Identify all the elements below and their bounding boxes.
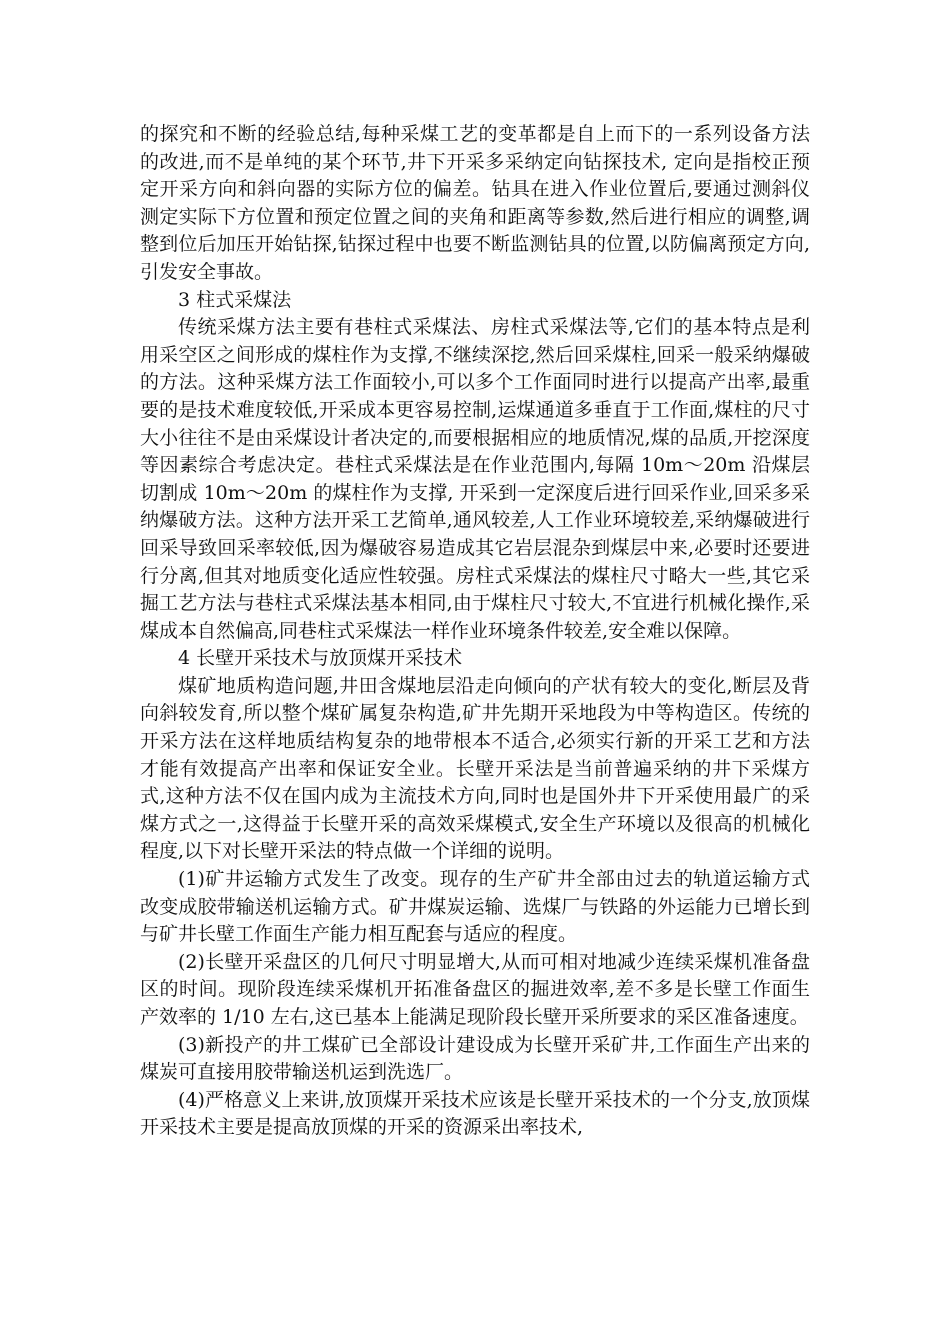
body-paragraph: 的探究和不断的经验总结,每种采煤工艺的变革都是自上而下的一系列设备方法的改进,而不是单纯的某个环节,井下开采多采纳定向钻探技术, 定向是指校正预定开采方向和斜向器的实际方位的偏差。钻具在进入作业位置后,要通过测斜仪测定实际下方位置和预定位置之间的夹角和距离等参数,然后进行相应的调整,调整到位后加压开始钻探,钻探过程中也要不断监测钻具的位置,以防偏离预定方向,引发安全事故。 (140, 123, 810, 283)
list-paragraph: (3)新投产的井工煤矿已全部设计建设成为长壁开采矿井,工作面生产出来的煤炭可直接用胶带输送机运到洗选厂。 (140, 1033, 810, 1084)
section-heading: 3 柱式采煤法 (178, 288, 292, 311)
section-heading: 4 长壁开采技术与放顶煤开采技术 (178, 647, 463, 670)
list-paragraph: (2)长壁开采盘区的几何尺寸明显增大,从而可相对地减少连续采煤机准备盘区的时间。现阶段连续采煤机开拓准备盘区的掘进效率,差不多是长壁工作面生产效率的 1/10 左右,这已基本上能满足现阶段长壁开采所要求的采区准备速度。 (140, 950, 810, 1028)
body-paragraph: 传统采煤方法主要有巷柱式采煤法、房柱式采煤法等,它们的基本特点是利用采空区之间形成的煤柱作为支撑,不继续深挖,然后回采煤柱,回采一般采纳爆破的方法。这种采煤方法工作面较小,可以多个工作面同时进行以提高产出率,最重要的是技术难度较低,开采成本更容易控制,运煤通道多垂直于工作面,煤柱的尺寸大小往往不是由采煤设计者决定的,而要根据相应的地质情况,煤的品质,开挖深度等因素综合考虑决定。巷柱式采煤法是在作业范围内,每隔 10m～20m 沿煤层切割成 10m～20m 的煤柱作为支撑, 开采到一定深度后进行回采作业,回采多采纳爆破方法。这种方法开采工艺简单,通风较差,人工作业环境较差,采纳爆破进行回采导致回采率较低,因为爆破容易造成其它岩层混杂到煤层中来,必要时还要进行分离,但其对地质变化适应性较强。房柱式采煤法的煤柱尺寸略大一些,其它采掘工艺方法与巷柱式采煤法基本相同,由于煤柱尺寸较大,不宜进行机械化操作,采煤成本自然偏高,同巷柱式采煤法一样作业环境条件较差,安全难以保障。 (140, 316, 810, 642)
body-paragraph: 煤矿地质构造问题,井田含煤地层沿走向倾向的产状有较大的变化,断层及背向斜较发育,所以整个煤矿属复杂构造,矿井先期开采地段为中等构造区。传统的开采方法在这样地质结构复杂的地带根本不适合,必须实行新的开采工艺和方法才能有效提高产出率和保证安全业。长壁开采法是当前普遍采纳的井下采煤方式,这种方法不仅在国内成为主流技术方向,同时也是国外井下开采使用最广的采煤方式之一,这得益于长壁开采的高效采煤模式,安全生产环境以及很高的机械化程度,以下对长壁开采法的特点做一个详细的说明。 (140, 674, 810, 863)
list-paragraph: (4)严格意义上来讲,放顶煤开采技术应该是长壁开采技术的一个分支,放顶煤开采技术主要是提高放顶煤的开采的资源采出率技术, (140, 1088, 810, 1139)
list-paragraph: (1)矿井运输方式发生了改变。现存的生产矿井全部由过去的轨道运输方式改变成胶带输送机运输方式。矿井煤炭运输、选煤厂与铁路的外运能力已增长到与矿井长壁工作面生产能力相互配套与适应的程度。 (140, 868, 810, 946)
document-body (140, 121, 810, 1142)
